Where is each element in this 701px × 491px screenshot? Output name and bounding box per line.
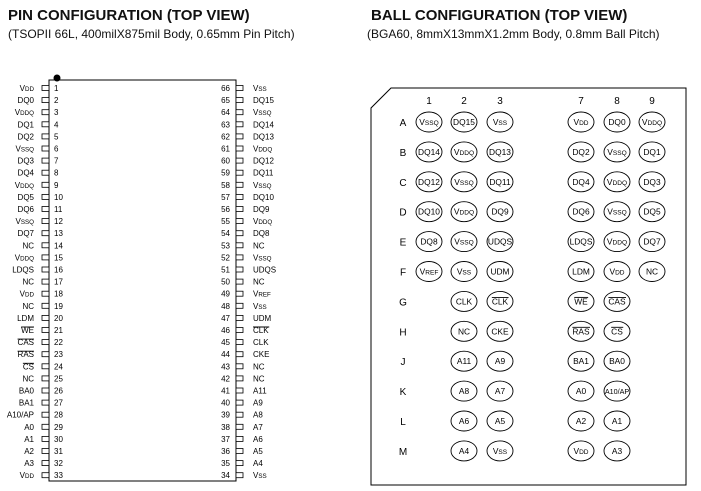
bga-column-label: 1	[426, 96, 432, 107]
ball-m-a4: A4	[458, 445, 470, 456]
pin-lead	[236, 473, 243, 478]
pin-name-ras: RAS	[17, 350, 34, 360]
ball-f-vss: VSS	[456, 266, 472, 277]
pin-number: 8	[54, 168, 59, 178]
pin-lead	[236, 376, 243, 381]
pin-name-dq10: DQ10	[253, 192, 274, 202]
bga-row-label: M	[398, 446, 408, 458]
pin-name-dq8: DQ8	[253, 229, 270, 239]
pin-name-nc: NC	[22, 374, 34, 384]
ball-f-udm: UDM	[490, 266, 510, 277]
pin-name-dq13: DQ13	[253, 132, 274, 142]
pin-name-vdd: VDD	[19, 84, 34, 93]
ball-h-ras: RAS	[572, 326, 590, 337]
pin-name-a1: A1	[24, 434, 34, 444]
pin-name-dq5: DQ5	[17, 192, 34, 202]
pin-lead	[236, 194, 243, 199]
ball-d-vddq: VDDQ	[453, 206, 475, 217]
pin-number: 22	[54, 338, 63, 348]
pin-name-a10-ap: A10/AP	[6, 410, 34, 420]
pin-name-vssq: VSSQ	[253, 108, 272, 118]
pin-number: 11	[54, 205, 63, 214]
bga-row-label: L	[400, 417, 406, 428]
pin-lead	[236, 412, 243, 417]
pin-number: 57	[221, 192, 230, 202]
pin-number: 27	[54, 398, 63, 408]
pin-lead	[236, 231, 243, 236]
pin-number: 4	[54, 120, 59, 130]
pin-name-ba1: BA1	[18, 398, 34, 408]
pin-name-cas: CAS	[17, 338, 34, 348]
pin-lead	[42, 219, 49, 224]
pin-lead	[236, 279, 243, 284]
pin-lead	[236, 267, 243, 272]
pin-lead	[236, 110, 243, 115]
pin-lead	[42, 182, 49, 187]
pin-name-ba0: BA0	[18, 386, 34, 396]
pin-name-dq12: DQ12	[253, 156, 274, 166]
ball-j-a11: A11	[456, 356, 472, 367]
ball-a-vss: VSS	[492, 117, 508, 127]
bga-row-label: J	[400, 357, 406, 369]
pin-number: 64	[221, 108, 230, 118]
pin-lead	[42, 449, 49, 454]
pin-lead	[236, 207, 243, 212]
pin-lead	[42, 231, 49, 236]
tsop-subtitle: (TSOPII 66L, 400milX875mil Body, 0.65mm Pin Pitch)	[8, 27, 295, 41]
ball-b-vssq: VSSQ	[607, 146, 627, 157]
pin-name-dq1: DQ1	[17, 120, 34, 130]
tsop-package	[7, 75, 276, 482]
pin-name-nc: NC	[253, 362, 265, 372]
ball-c-dq4: DQ4	[572, 176, 590, 187]
pin-name-nc: NC	[22, 301, 34, 311]
pin-name-a11: A11	[253, 386, 267, 396]
pin-number: 40	[221, 398, 230, 408]
pin-number: 43	[221, 362, 230, 372]
pin-lead	[42, 436, 49, 441]
pin-number: 26	[54, 386, 63, 396]
pin-number: 35	[221, 459, 230, 469]
pin-name-dq11: DQ11	[253, 168, 274, 178]
bga-column-label: 7	[578, 96, 584, 107]
pin-lead	[236, 146, 243, 151]
pin-number: 7	[54, 156, 59, 166]
pin-number: 14	[54, 241, 63, 251]
pin-name-vref: VREF	[253, 289, 271, 299]
pin-number: 24	[54, 362, 63, 372]
ball-c-dq11: DQ11	[489, 176, 511, 187]
pin-lead	[236, 352, 243, 357]
ball-j-ba0: BA0	[609, 356, 625, 367]
ball-h-nc: NC	[457, 326, 471, 337]
pin-lead	[236, 449, 243, 454]
pin-name-nc: NC	[253, 374, 265, 384]
pin-lead	[236, 219, 243, 224]
pin-name-ldqs: LDQS	[12, 265, 34, 275]
ball-g-clk: CLK	[491, 296, 509, 307]
pin-name-udm: UDM	[253, 313, 272, 323]
pin-number: 18	[54, 289, 63, 299]
ball-l-a1: A1	[611, 416, 623, 426]
pin-name-dq7: DQ7	[17, 229, 34, 239]
pin-name-cs: CS	[22, 362, 34, 372]
pin-number: 46	[221, 326, 230, 335]
pin-name-nc: NC	[253, 277, 265, 287]
pin-name-we: WE	[21, 326, 34, 335]
ball-k-a7: A7	[494, 386, 506, 397]
pin-number: 33	[54, 471, 63, 481]
ball-b-dq14: DQ14	[418, 146, 440, 157]
ball-f-nc: NC	[645, 266, 659, 277]
pin-name-vddq: VDDQ	[253, 144, 273, 154]
pin-number: 34	[221, 471, 230, 481]
pin-lead	[42, 194, 49, 199]
pin-name-vssq: VSSQ	[15, 217, 34, 227]
pin-number: 23	[54, 350, 63, 360]
pin-lead	[236, 134, 243, 139]
pin-number: 9	[54, 180, 59, 190]
ball-d-dq6: DQ6	[572, 206, 590, 217]
pin-name-a2: A2	[24, 447, 34, 456]
pin-number: 28	[54, 410, 63, 420]
pin-number: 3	[54, 108, 59, 118]
pin-number: 1	[54, 84, 59, 93]
bga-column-label: 3	[497, 96, 503, 107]
ball-f-vdd: VDD	[609, 266, 625, 277]
pin-lead	[236, 400, 243, 405]
pin-number: 39	[221, 410, 230, 420]
bga-column-label: 2	[461, 96, 467, 107]
bga-subtitle: (BGA60, 8mmX13mmX1.2mm Body, 0.8mm Ball Pitch)	[367, 27, 660, 41]
pin-number: 66	[221, 84, 230, 93]
ball-h-cs: CS	[611, 326, 623, 337]
pin-number: 17	[54, 277, 63, 287]
pin-lead	[42, 170, 49, 175]
pin-lead	[42, 340, 49, 345]
pin-name-dq14: DQ14	[253, 120, 274, 130]
ball-k-a8: A8	[458, 386, 470, 397]
pin-number: 21	[54, 326, 63, 335]
pin-lead	[42, 328, 49, 333]
pin-number: 59	[221, 168, 230, 178]
pin-lead	[42, 376, 49, 381]
pin-name-vss: VSS	[253, 301, 267, 311]
pin-lead	[236, 364, 243, 369]
pin-lead	[42, 207, 49, 212]
pin-lead	[42, 424, 49, 429]
ball-c-dq3: DQ3	[643, 176, 661, 187]
ball-j-a9: A9	[494, 356, 506, 367]
pin-lead	[236, 436, 243, 441]
ball-l-a5: A5	[494, 416, 506, 426]
pin-lead	[42, 158, 49, 163]
pin-name-a0: A0	[24, 422, 34, 432]
pin-name-dq15: DQ15	[253, 96, 274, 106]
pin-lead	[42, 279, 49, 284]
pin-lead	[42, 315, 49, 320]
pin-number: 44	[221, 350, 230, 360]
pin-lead	[42, 255, 49, 260]
pin-lead	[236, 388, 243, 393]
pin-lead	[42, 146, 49, 151]
pin-lead	[42, 461, 49, 466]
ball-b-dq1: DQ1	[643, 146, 661, 157]
ball-b-dq13: DQ13	[489, 146, 511, 157]
pin-name-nc: NC	[22, 277, 34, 287]
pin-number: 38	[221, 422, 230, 432]
bga-row-label: G	[399, 297, 407, 309]
pin-number: 20	[54, 313, 63, 323]
pin-name-dq9: DQ9	[253, 205, 270, 214]
pin-number: 12	[54, 217, 63, 227]
pin-number: 56	[221, 205, 230, 214]
ball-a-dq0: DQ0	[608, 117, 626, 127]
pin-name-vddq: VDDQ	[14, 108, 34, 118]
ball-d-vssq: VSSQ	[607, 206, 627, 217]
ball-b-dq2: DQ2	[572, 146, 590, 157]
pin-lead	[236, 158, 243, 163]
pin-lead	[236, 303, 243, 308]
ball-d-dq9: DQ9	[491, 206, 509, 217]
ball-m-vss: VSS	[492, 445, 508, 456]
pin-lead	[236, 328, 243, 333]
pin-name-clk: CLK	[253, 338, 269, 348]
pin-number: 31	[54, 447, 63, 456]
ball-e-dq7: DQ7	[643, 236, 661, 247]
pin-number: 16	[54, 265, 63, 275]
bga-row-label: C	[399, 177, 407, 189]
pin-name-dq3: DQ3	[17, 156, 34, 166]
bga-column-label: 8	[614, 96, 620, 107]
pin-lead	[236, 170, 243, 175]
tsop-title: PIN CONFIGURATION (TOP VIEW)	[8, 7, 250, 24]
ball-h-cke: CKE	[491, 326, 509, 337]
pin-lead	[42, 400, 49, 405]
ball-g-cas: CAS	[608, 296, 626, 307]
ball-e-vddq: VDDQ	[606, 236, 628, 247]
pin-lead	[236, 122, 243, 127]
ball-c-dq12: DQ12	[418, 176, 440, 187]
ball-a-dq15: DQ15	[453, 117, 475, 127]
pin-number: 6	[54, 144, 59, 154]
pin-name-vssq: VSSQ	[253, 180, 272, 190]
pin-name-a9: A9	[253, 398, 263, 408]
pin-number: 41	[221, 386, 230, 396]
pin-lead	[42, 364, 49, 369]
ball-k-a0: A0	[575, 386, 587, 397]
ball-f-vref: VREF	[419, 266, 439, 277]
pin-name-vss: VSS	[253, 84, 267, 93]
pin-name-a8: A8	[253, 410, 263, 420]
pin-number: 54	[221, 229, 230, 239]
ball-e-ldqs: LDQS	[569, 236, 593, 247]
bga-row-label: H	[399, 327, 407, 339]
pin-name-dq0: DQ0	[17, 96, 34, 106]
bga-row-label: K	[399, 387, 407, 399]
bga-package	[371, 88, 686, 485]
bga-row-label: E	[399, 237, 407, 249]
pin-name-vss: VSS	[253, 471, 267, 481]
pin-name-a4: A4	[253, 459, 263, 469]
ball-d-dq5: DQ5	[643, 206, 661, 217]
pin-name-vddq: VDDQ	[14, 180, 34, 190]
pin-number: 15	[54, 253, 63, 263]
pin-number: 25	[54, 374, 63, 384]
pin-number: 30	[54, 434, 63, 444]
pin-name-udqs: UDQS	[253, 265, 277, 275]
ball-f-ldm: LDM	[572, 266, 590, 277]
pin-lead	[236, 243, 243, 248]
pin-name-a7: A7	[253, 422, 263, 432]
pin-number: 36	[221, 447, 230, 456]
pin-name-clk: CLK	[253, 326, 269, 335]
pin-lead	[42, 267, 49, 272]
pin-lead	[42, 86, 49, 91]
pin-number: 19	[54, 301, 63, 311]
pin-number: 61	[221, 144, 230, 154]
pin-name-ldm: LDM	[17, 313, 34, 323]
pin-number: 60	[221, 156, 230, 166]
ball-l-a2: A2	[575, 416, 587, 426]
tsop-body	[49, 80, 236, 481]
pin-lead	[42, 473, 49, 478]
ball-a-vssq: VSSQ	[419, 117, 439, 127]
pin-lead	[236, 182, 243, 187]
pin-lead	[42, 122, 49, 127]
pin-number: 62	[221, 132, 230, 142]
pin-name-dq6: DQ6	[17, 205, 34, 214]
pin-lead	[236, 255, 243, 260]
ball-m-a3: A3	[611, 445, 623, 456]
pin-number: 51	[221, 265, 230, 275]
pin-number: 37	[221, 434, 230, 444]
pin-name-vdd: VDD	[19, 471, 34, 481]
ball-e-dq8: DQ8	[420, 236, 438, 247]
ball-e-udqs: UDQS	[487, 236, 513, 247]
bga-column-label: 9	[649, 96, 655, 107]
pin-name-a6: A6	[253, 434, 263, 444]
ball-j-ba1: BA1	[573, 356, 589, 367]
pin-lead	[236, 315, 243, 320]
pin-name-a5: A5	[253, 447, 263, 456]
ball-g-clk: CLK	[455, 296, 473, 307]
ball-k-a10-ap: A10/AP	[604, 387, 630, 397]
pin1-marker-dot	[54, 75, 61, 82]
ball-a-vdd: VDD	[573, 117, 589, 127]
pin-number: 29	[54, 422, 63, 432]
ball-g-we: WE	[574, 296, 588, 307]
pin-lead	[42, 388, 49, 393]
pin-name-vdd: VDD	[19, 289, 34, 299]
pin-lead	[42, 110, 49, 115]
pin-number: 47	[221, 313, 230, 323]
ball-e-vssq: VSSQ	[454, 236, 474, 247]
pin-lead	[42, 352, 49, 357]
pin-number: 53	[221, 241, 230, 251]
pin-number: 5	[54, 132, 59, 142]
pin-number: 65	[221, 96, 230, 106]
pin-lead	[236, 86, 243, 91]
pin-number: 10	[54, 192, 63, 202]
pin-number: 42	[221, 374, 230, 384]
pin-name-a3: A3	[24, 459, 34, 469]
pin-number: 13	[54, 229, 63, 239]
ball-m-vdd: VDD	[573, 445, 589, 456]
bga-row-label: D	[399, 207, 407, 219]
ball-b-vddq: VDDQ	[453, 146, 475, 157]
bga-row-label: F	[399, 267, 407, 279]
pin-number: 45	[221, 338, 230, 348]
bga-row-label: A	[399, 118, 407, 129]
ball-l-a6: A6	[458, 416, 470, 426]
pin-name-nc: NC	[22, 241, 34, 251]
ball-d-dq10: DQ10	[418, 206, 440, 217]
pin-lead	[42, 303, 49, 308]
pin-lead	[42, 291, 49, 296]
pin-lead	[236, 291, 243, 296]
pin-lead	[42, 412, 49, 417]
pin-lead	[42, 98, 49, 103]
pin-name-cke: CKE	[253, 350, 270, 360]
pin-number: 2	[54, 96, 59, 106]
pin-lead	[42, 134, 49, 139]
pin-number: 50	[221, 277, 230, 287]
pin-number: 48	[221, 301, 230, 311]
pin-lead	[42, 243, 49, 248]
pin-name-vddq: VDDQ	[14, 253, 34, 263]
ball-c-vddq: VDDQ	[606, 176, 628, 187]
pin-lead	[236, 424, 243, 429]
pin-number: 49	[221, 289, 230, 299]
bga-row-label: B	[399, 147, 407, 159]
pin-name-vssq: VSSQ	[15, 144, 34, 154]
pin-lead	[236, 340, 243, 345]
pin-number: 58	[221, 180, 230, 190]
pin-number: 55	[221, 217, 230, 227]
ball-c-vssq: VSSQ	[454, 176, 474, 187]
pin-number: 63	[221, 120, 230, 130]
pin-number: 32	[54, 459, 63, 469]
ball-a-vddq: VDDQ	[641, 117, 663, 127]
pin-lead	[236, 461, 243, 466]
bga-title: BALL CONFIGURATION (TOP VIEW)	[371, 7, 628, 24]
pin-number: 52	[221, 253, 230, 263]
pin-lead	[236, 98, 243, 103]
pin-name-dq2: DQ2	[17, 132, 34, 142]
pin-name-vddq: VDDQ	[253, 217, 273, 227]
pin-name-dq4: DQ4	[17, 168, 34, 178]
pin-name-nc: NC	[253, 241, 265, 251]
pin-name-vssq: VSSQ	[253, 253, 272, 263]
